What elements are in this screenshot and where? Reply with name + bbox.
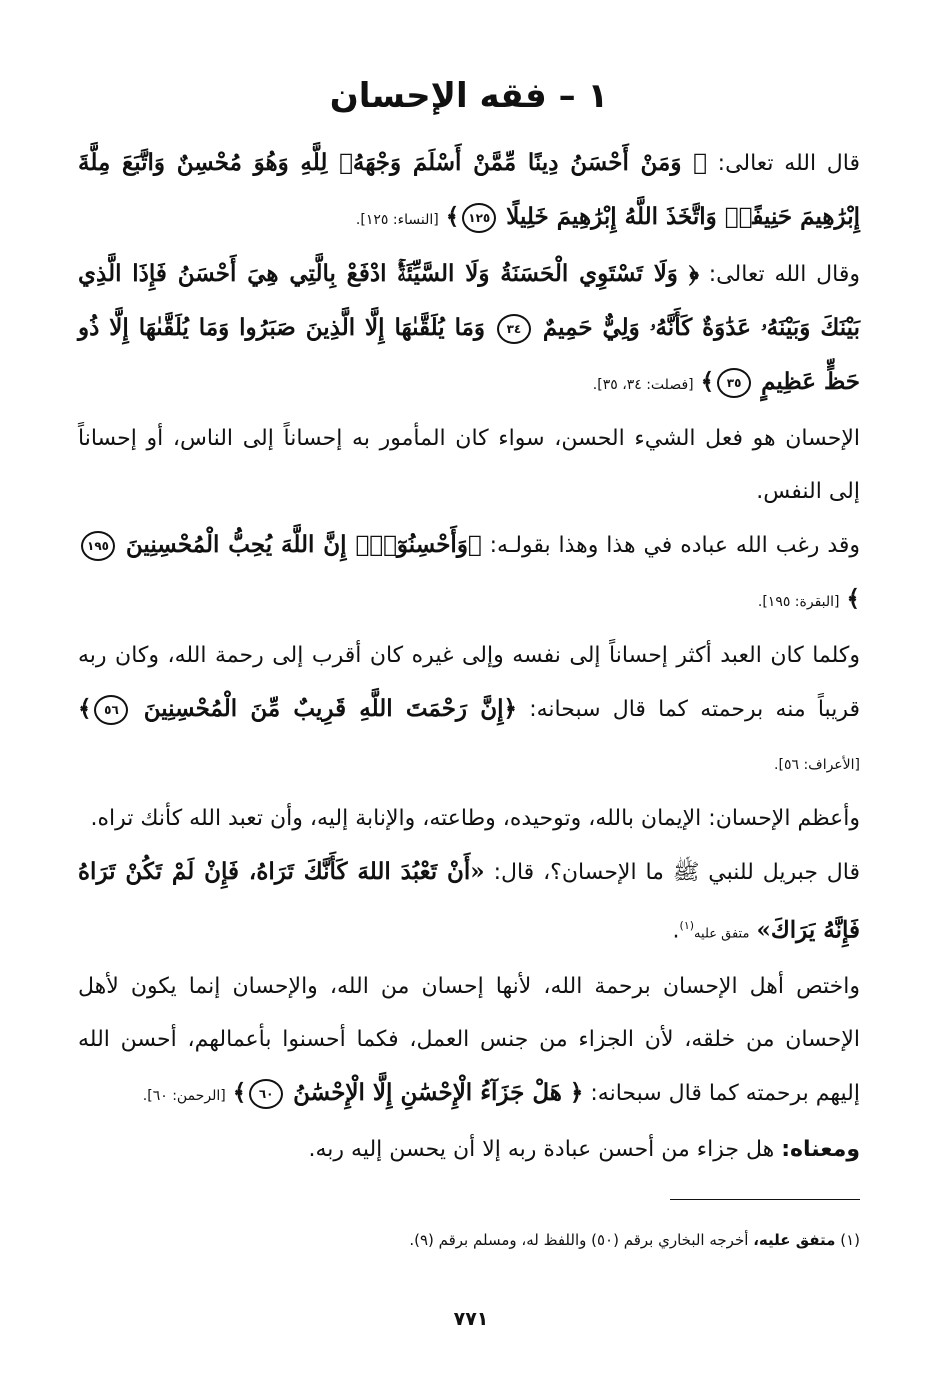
paragraph-9: [78, 1123, 860, 1176]
verse-number: ٣٥: [717, 368, 751, 398]
verse-close-bracket: ﴾: [445, 203, 460, 230]
verse-reference: [النساء: ١٢٥].: [355, 212, 439, 228]
paragraph-4: [78, 518, 860, 629]
quran-verse: ﴿ هَلْ جَزَآءُ الْإِحْسَٰنِ إِلَّا الْإِحْسَٰنُ: [293, 1079, 584, 1107]
hadith-quote: «أَنْ تَعْبُدَ اللهَ كَأَنَّكَ تَرَاهُ، فَإِنْ لَمْ تَكُنْ تَرَاهُ فَإِنَّهُ يَرَاكَ»: [78, 858, 860, 944]
footnote-text: أخرجه البخاري برقم (٥٠) واللفظ له، ومسلم برقم (٩).: [409, 1231, 749, 1249]
intro-text: وقد رغب الله عباده في هذا وهذا بقولـه:: [489, 533, 861, 558]
quran-verse: ﴿إِنَّ رَحْمَتَ اللَّهِ قَرِيبٌ مِّنَ الْمُحْسِنِينَ: [143, 695, 518, 722]
verse-close-bracket: ﴾: [700, 368, 715, 395]
paragraph-6: وأعظم الإحسان: الإيمان بالله، وتوحيده، وطاعته، والإنابة إليه، وأن تعبد الله كأنك تراه.: [90, 806, 860, 831]
verse-number: ١٢٥: [462, 203, 496, 233]
footnote: [78, 1228, 860, 1252]
period: .: [672, 918, 680, 944]
verse-close-bracket: ﴾: [846, 585, 860, 612]
body-text: واختص أهل الإحسان برحمة الله، لأنها إحسان من الله، والإحسان إنما يكون لأهل الإحسان من خلقه، لأن الجزاء من جنس العمل، فكما أحسنوا بأعمالهم، أحسن الله إليهم برحمته كما قال سبحانه:: [78, 974, 860, 1107]
verse-close-bracket: ﴾: [78, 695, 92, 722]
chapter-title: ١ – فقه الإحسان: [329, 76, 609, 116]
hadith-reference: متفق عليه: [694, 926, 750, 942]
verse-reference: [فصلت: ٣٤، ٣٥].: [592, 377, 694, 393]
body-text: وكلما كان العبد أكثر إحساناً إلى نفسه وإلى غيره كان أقرب إلى رحمة الله، وكان ربه قريباً منه برحمته كما قال سبحانه:: [78, 643, 860, 722]
verse-reference: [الأعراف: ٥٦].: [774, 757, 860, 773]
verse-number: ١٩٥: [81, 531, 115, 561]
paragraph-1: [78, 136, 860, 247]
paragraph-7: [78, 845, 860, 960]
footnote-number: (١): [840, 1231, 860, 1249]
body-text: هل جزاء من أحسن عبادة ربه إلا أن يحسن إليه ربه.: [308, 1137, 775, 1163]
intro-text: قال الله تعالى:: [717, 151, 861, 176]
paragraph-8: [78, 960, 860, 1123]
page-number: ٧٧١: [453, 1308, 489, 1330]
verse-number: ٦٠: [249, 1079, 283, 1109]
paragraph-2: [78, 247, 860, 412]
quran-verse: ﴿ وَلَا تَسْتَوِي الْحَسَنَةُ وَلَا السَّيِّئَةُۚ ادْفَعْ بِالَّتِي هِيَ أَحْسَنُ فَإِذَا الَّذِي بَيْنَكَ وَبَيْنَهُۥ عَدَٰوَةٌ كَأَنَّهُۥ وَلِيٌّ حَمِيمٌ: [78, 260, 860, 341]
meaning-label: ومعناه:: [781, 1137, 860, 1163]
quran-verse: ﴿ وَمَنْ أَحْسَنُ دِينًا مِّمَّنْ أَسْلَمَ وَجْهَهُۥ لِلَّهِ وَهُوَ مُحْسِنٌ وَاتَّبَعَ مِلَّةَ إِبْرَٰهِيمَ حَنِيفًاۗ وَاتَّخَذَ اللَّهُ إِبْرَٰهِيمَ خَلِيلًا: [78, 149, 860, 230]
footnote-separator: [670, 1199, 860, 1200]
footnote-label: متفق عليه،: [753, 1231, 836, 1249]
paragraph-3: الإحسان هو فعل الشيء الحسن، سواء كان المأمور به إحساناً إلى الناس، أو إحساناً إلى النفس.: [78, 426, 860, 504]
verse-reference: [الرحمن: ٦٠].: [142, 1088, 226, 1105]
body-text: قال جبريل للنبي ﷺ ما الإحسان؟، قال:: [493, 860, 860, 885]
footnote-marker: (١): [679, 919, 695, 932]
intro-text: وقال الله تعالى:: [708, 262, 860, 287]
quran-verse-continued: وَمَا يُلَقَّىٰهَا إِلَّا الَّذِينَ صَبَرُوا وَمَا يُلَقَّىٰهَا إِلَّا ذُو حَظٍّ عَظِيمٍ: [78, 314, 860, 395]
verse-reference: [البقرة: ١٩٥].: [757, 594, 840, 610]
verse-number: ٥٦: [94, 695, 128, 725]
paragraph-5: [78, 629, 860, 792]
verse-close-bracket: ﴾: [232, 1079, 247, 1107]
quran-verse: ﴿وَأَحْسِنُوٓاْۛ إِنَّ اللَّهَ يُحِبُّ الْمُحْسِنِينَ: [125, 531, 482, 558]
verse-number: ٣٤: [497, 314, 531, 344]
